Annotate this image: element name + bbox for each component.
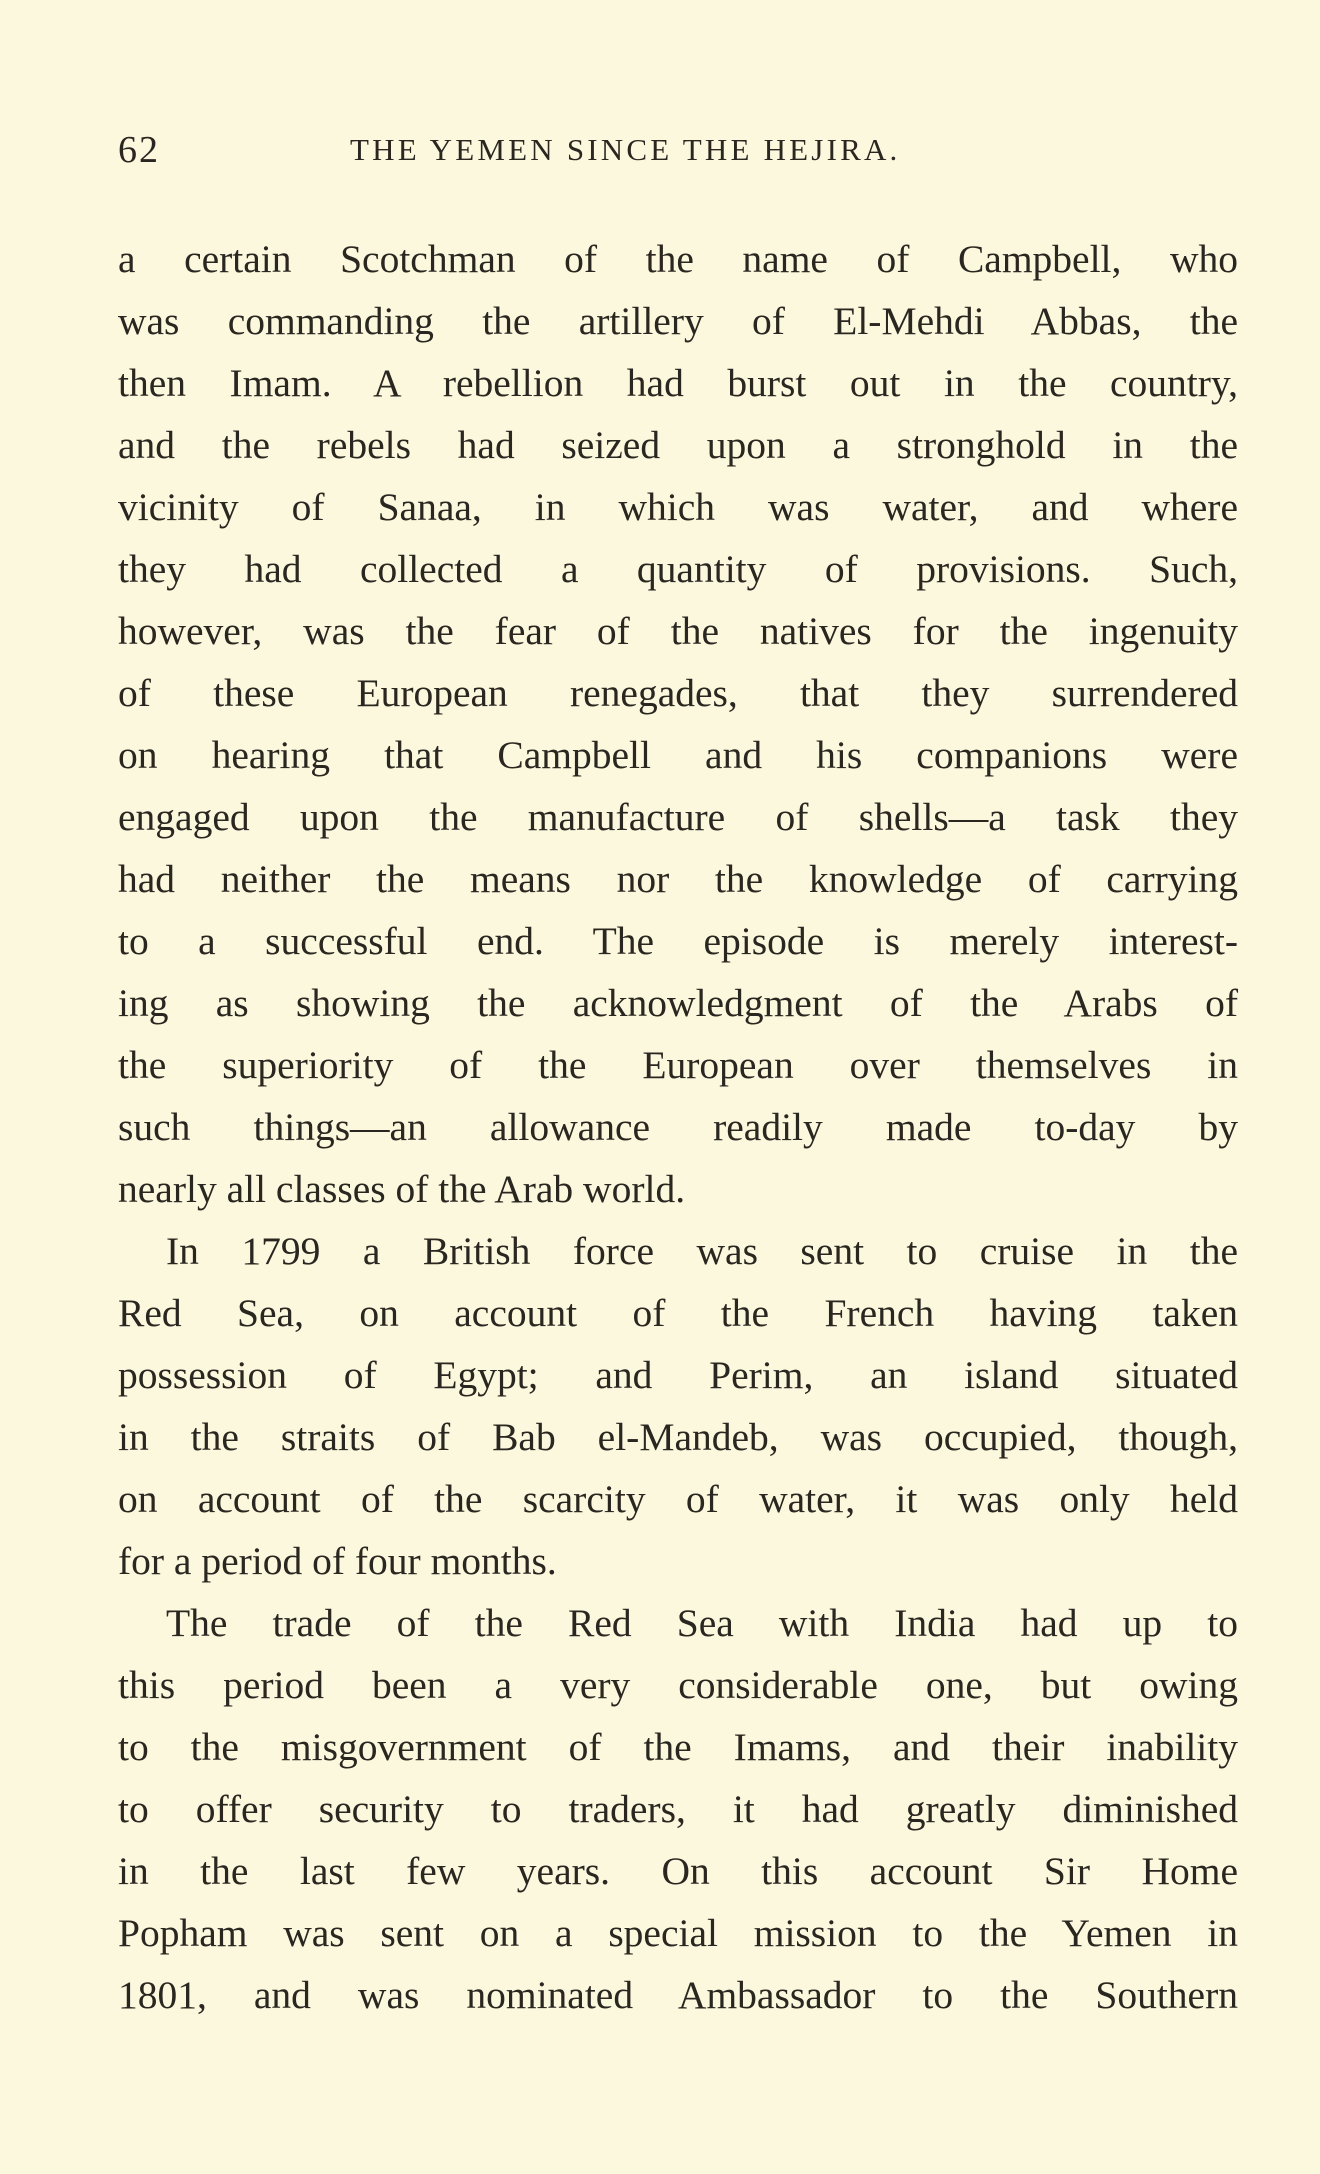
text-line: to a successful end. The episode is merely interest-	[118, 919, 1238, 963]
text-line: engaged upon the manufacture of shells—a task they	[118, 795, 1238, 839]
text-line: to the misgovernment of the Imams, and their inability	[118, 1725, 1238, 1769]
running-head	[118, 128, 1238, 184]
text-line: was commanding the artillery of El-Mehdi Abbas, the	[118, 299, 1238, 343]
text-line: such things—an allowance readily made to-day by	[118, 1105, 1238, 1149]
body-text	[118, 228, 1238, 2026]
text-line: on hearing that Campbell and his companions were	[118, 733, 1238, 777]
text-line: 1801, and was nominated Ambassador to the Southern	[118, 1973, 1238, 2017]
text-line: a certain Scotchman of the name of Campbell, who	[118, 237, 1238, 281]
text-line: ing as showing the acknowledgment of the Arabs of	[118, 981, 1238, 1025]
paragraph-start-line: In 1799 a British force was sent to cruise in the	[166, 1229, 1238, 1273]
text-line: had neither the means nor the knowledge of carrying	[118, 857, 1238, 901]
text-line: they had collected a quantity of provisions. Such,	[118, 547, 1238, 591]
text-line: in the straits of Bab el-Mandeb, was occupied, though,	[118, 1415, 1238, 1459]
text-line: on account of the scarcity of water, it was only held	[118, 1477, 1238, 1521]
text-line: in the last few years. On this account Sir Home	[118, 1849, 1238, 1893]
text-line: this period been a very considerable one, but owing	[118, 1663, 1238, 1707]
text-line: and the rebels had seized upon a stronghold in the	[118, 423, 1238, 467]
paragraph-end-line: for a period of four months.	[118, 1539, 557, 1583]
paragraph-start-line: The trade of the Red Sea with India had up to	[166, 1601, 1238, 1645]
text-line: Popham was sent on a special mission to the Yemen in	[118, 1911, 1238, 1955]
text-line: then Imam. A rebellion had burst out in the country,	[118, 361, 1238, 405]
text-line: however, was the fear of the natives for the ingenuity	[118, 609, 1238, 653]
text-line: possession of Egypt; and Perim, an island situated	[118, 1353, 1238, 1397]
page-number: 62	[118, 129, 160, 171]
running-title: THE YEMEN SINCE THE HEJIRA.	[350, 132, 901, 167]
text-line: to offer security to traders, it had greatly diminished	[118, 1787, 1238, 1831]
text-line: Red Sea, on account of the French having taken	[118, 1291, 1238, 1335]
text-line: vicinity of Sanaa, in which was water, and where	[118, 485, 1238, 529]
paragraph-end-line: nearly all classes of the Arab world.	[118, 1167, 686, 1211]
text-line: the superiority of the European over themselves in	[118, 1043, 1238, 1087]
text-line: of these European renegades, that they surrendered	[118, 671, 1238, 715]
